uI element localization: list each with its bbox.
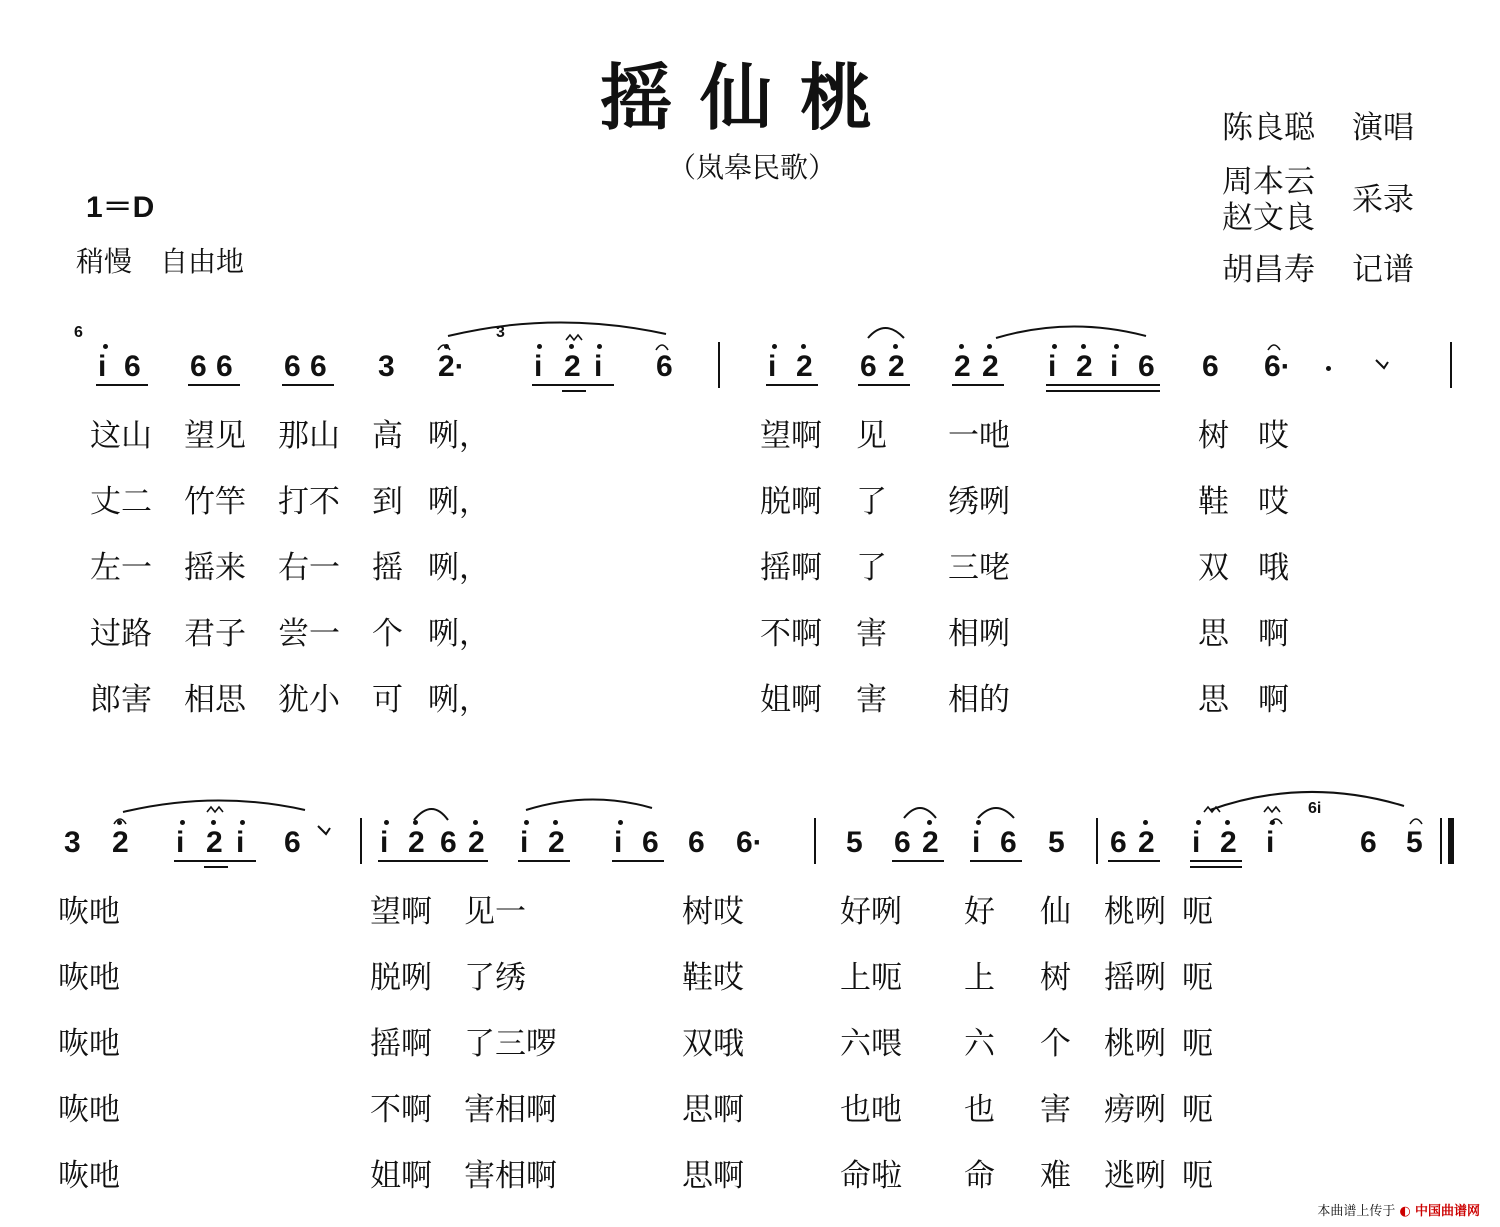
lyric: 摇啊: [370, 1026, 432, 1062]
note: 2: [796, 350, 813, 383]
lyric: 思: [1198, 682, 1229, 718]
lyric: 了绣: [464, 960, 526, 996]
underline: [378, 860, 488, 862]
lyric: 君子: [184, 616, 246, 652]
underline: [952, 384, 1004, 386]
lyric: 啊: [1258, 616, 1289, 652]
barline: [1450, 342, 1452, 388]
note: i: [176, 826, 185, 859]
underline: [892, 860, 944, 862]
lyric: 桃咧: [1104, 894, 1166, 930]
singer-role: 演唱: [1352, 110, 1414, 146]
lyric: 鞋: [1198, 484, 1229, 520]
lyric: 咴吔: [58, 1092, 120, 1128]
note: 6: [440, 826, 457, 859]
lyric: 脱咧: [370, 960, 432, 996]
note: i: [1266, 826, 1275, 859]
lyric: 仙: [1040, 894, 1071, 930]
lyric: 个: [1040, 1026, 1071, 1062]
note: 6·: [1264, 350, 1291, 383]
note: 6·: [736, 826, 763, 859]
lyric: 呃: [1182, 1026, 1213, 1062]
underline: [96, 384, 148, 386]
note: 2: [888, 350, 905, 383]
note: 6: [1110, 826, 1127, 859]
underline: [1190, 860, 1242, 862]
lyric: 摇咧: [1104, 960, 1166, 996]
octave-dot: [444, 344, 449, 349]
lyric: 逃咧: [1104, 1158, 1166, 1194]
note: 6: [190, 350, 207, 383]
note: 6: [1000, 826, 1017, 859]
octave-dot: [772, 344, 777, 349]
octave-dot: [1052, 344, 1057, 349]
note: 2: [468, 826, 485, 859]
site-logo-icon: ◐: [1399, 1204, 1411, 1219]
lyric: 绣咧: [948, 484, 1010, 520]
note: 2: [206, 826, 223, 859]
note: i: [380, 826, 389, 859]
lyric: 六: [964, 1026, 995, 1062]
note: i: [614, 826, 623, 859]
lyric: 咴吔: [58, 1158, 120, 1194]
lyric: 树: [1198, 418, 1229, 454]
lyric: 双哦: [682, 1026, 744, 1062]
octave-dot: [103, 344, 108, 349]
lyric: 害: [856, 682, 887, 718]
note: 6: [124, 350, 141, 383]
note: 6: [1360, 826, 1377, 859]
underline: [188, 384, 240, 386]
lyric: 呃: [1182, 1092, 1213, 1128]
lyric: 命啦: [840, 1158, 902, 1194]
lyric: 姐啊: [760, 682, 822, 718]
underline: [1046, 390, 1160, 392]
note: i: [236, 826, 245, 859]
lyric: 到: [372, 484, 403, 520]
lyric: 咧，: [428, 484, 490, 520]
underline: [1108, 860, 1160, 862]
lyric: 咧，: [428, 682, 490, 718]
grace-note: 6i: [1308, 800, 1322, 817]
octave-dot: [117, 820, 122, 825]
lyric: 呃: [1182, 894, 1213, 930]
final-barline-thin: [1440, 818, 1442, 864]
lyric: 上: [964, 960, 995, 996]
octave-dot: [597, 344, 602, 349]
lyric: 右一: [278, 550, 340, 586]
underline: [174, 860, 256, 862]
note: 2·: [438, 350, 465, 383]
lyric: 哎: [1258, 418, 1289, 454]
note: 2: [548, 826, 565, 859]
octave-dot: [569, 344, 574, 349]
lyric: 思啊: [682, 1158, 744, 1194]
lyric: 也吔: [840, 1092, 902, 1128]
lyric: 六喂: [840, 1026, 902, 1062]
octave-dot: [180, 820, 185, 825]
octave-dot: [537, 344, 542, 349]
octave-dot: [553, 820, 558, 825]
note: 2: [1220, 826, 1237, 859]
grace-note: 6: [74, 324, 83, 341]
note: 2: [1076, 350, 1093, 383]
octave-dot: [1270, 820, 1275, 825]
lyric: 桃咧: [1104, 1026, 1166, 1062]
underline: [532, 384, 614, 386]
lyric: 思啊: [682, 1092, 744, 1128]
lyric: 可: [372, 682, 403, 718]
octave-dot: [927, 820, 932, 825]
lyric: 脱啊: [760, 484, 822, 520]
song-title: 摇仙桃: [599, 56, 900, 140]
lyric: 害相啊: [464, 1158, 557, 1194]
lyric: 不啊: [760, 616, 822, 652]
underline: [282, 384, 334, 386]
lyric: 那山: [278, 418, 340, 454]
underline: [518, 860, 570, 862]
lyric: 命: [964, 1158, 995, 1194]
octave-dot: [1081, 344, 1086, 349]
lyric: 害相啊: [464, 1092, 557, 1128]
lyric: 望见: [184, 418, 246, 454]
note: i: [768, 350, 777, 383]
lyric: 相的: [948, 682, 1010, 718]
octave-dot: [893, 344, 898, 349]
lyric: 高: [372, 418, 403, 454]
lyric: 咴吔: [58, 894, 120, 930]
lyric: 思: [1198, 616, 1229, 652]
song-subtitle: （岚皋民歌）: [668, 151, 837, 184]
grace-note: 3: [496, 324, 505, 341]
barline: [360, 818, 362, 864]
lyric: 尝一: [278, 616, 340, 652]
note: 2: [982, 350, 999, 383]
note: 3: [64, 826, 81, 859]
lyric: 摇: [372, 550, 403, 586]
lyric: 上呃: [840, 960, 902, 996]
note: 2: [954, 350, 971, 383]
barline: [814, 818, 816, 864]
lyric: 望啊: [370, 894, 432, 930]
lyric: 呃: [1182, 960, 1213, 996]
singer-name: 陈良聪: [1222, 110, 1315, 146]
octave-dot: [211, 820, 216, 825]
note: 2: [408, 826, 425, 859]
lyric: 咴吔: [58, 960, 120, 996]
lyric: 呃: [1182, 1158, 1213, 1194]
note: 5: [1406, 826, 1423, 859]
barline: [1096, 818, 1098, 864]
lyric: 好: [964, 894, 995, 930]
note: i: [520, 826, 529, 859]
octave-dot: [473, 820, 478, 825]
note: i: [1110, 350, 1119, 383]
lyric: 啊: [1258, 682, 1289, 718]
lyric: 痨咧: [1104, 1092, 1166, 1128]
lyric: 相咧: [948, 616, 1010, 652]
underline: [970, 860, 1022, 862]
lyric: 个: [372, 616, 403, 652]
lyric: 害: [1040, 1092, 1071, 1128]
lyric: 好咧: [840, 894, 902, 930]
note: 2: [922, 826, 939, 859]
note: 2: [112, 826, 129, 859]
note: 6: [310, 350, 327, 383]
octave-dot: [976, 820, 981, 825]
underline: [766, 384, 818, 386]
lyric: 三咾: [948, 550, 1010, 586]
octave-dot: [384, 820, 389, 825]
underline: [612, 860, 664, 862]
note: 6: [216, 350, 233, 383]
lyric: 望啊: [760, 418, 822, 454]
note: 6: [656, 350, 673, 383]
score-line-2: [0, 796, 1500, 886]
lyric: 左一: [90, 550, 152, 586]
score-line-1: [0, 320, 1500, 410]
octave-dot: [413, 820, 418, 825]
underline: [562, 390, 586, 392]
note: 6: [1202, 350, 1219, 383]
lyric: 一吔: [948, 418, 1010, 454]
underline: [1190, 866, 1242, 868]
lyric: 树: [1040, 960, 1071, 996]
note: i: [972, 826, 981, 859]
transcriber-name: 胡昌寿: [1222, 252, 1315, 288]
lyric: 姐啊: [370, 1158, 432, 1194]
lyric: 了: [856, 550, 887, 586]
lyric: 害: [856, 616, 887, 652]
lyric: 摇啊: [760, 550, 822, 586]
note: 2: [564, 350, 581, 383]
note: i: [98, 350, 107, 383]
tempo-marking: 稍慢 自由地: [76, 245, 245, 278]
note: 6: [1138, 350, 1155, 383]
lyric: 咧，: [428, 418, 490, 454]
octave-dot: [240, 820, 245, 825]
note: i: [1192, 826, 1201, 859]
lyric: 见: [856, 418, 887, 454]
note: 2: [1138, 826, 1155, 859]
lyric: 竹竿: [184, 484, 246, 520]
note: 6: [284, 350, 301, 383]
octave-dot: [618, 820, 623, 825]
octave-dot: [1114, 344, 1119, 349]
note: 6: [860, 350, 877, 383]
note: i: [1048, 350, 1057, 383]
underline: [1046, 384, 1160, 386]
lyric: 丈二: [90, 484, 152, 520]
lyric: 树哎: [682, 894, 744, 930]
note: 3: [378, 350, 395, 383]
lyric: 鞋哎: [682, 960, 744, 996]
lyric: 哎: [1258, 484, 1289, 520]
lyric: 难: [1040, 1158, 1071, 1194]
note: 6: [894, 826, 911, 859]
octave-dot: [801, 344, 806, 349]
footer-text: 本曲谱上传于: [1317, 1204, 1396, 1219]
lyric: 这山: [90, 418, 152, 454]
transcriber-role: 记谱: [1352, 252, 1414, 288]
lyric: 郎害: [90, 682, 152, 718]
upload-footer: [1317, 1200, 1480, 1219]
lyric: 了: [856, 484, 887, 520]
underline: [204, 866, 228, 868]
lyric: 咧，: [428, 616, 490, 652]
recorder-role: 采录: [1352, 182, 1414, 218]
lyric: 犹小: [278, 682, 340, 718]
octave-dot: [959, 344, 964, 349]
lyric: 相思: [184, 682, 246, 718]
lyric: 双: [1198, 550, 1229, 586]
note: 6: [688, 826, 705, 859]
note: 6: [642, 826, 659, 859]
octave-dot: [1143, 820, 1148, 825]
footer-brand[interactable]: 中国曲谱网: [1414, 1204, 1480, 1219]
key-signature: 1＝D: [86, 191, 155, 224]
lyric: 不啊: [370, 1092, 432, 1128]
recorder-name-2: 赵文良: [1222, 200, 1315, 236]
note: i: [594, 350, 603, 383]
lyric: 了三啰: [464, 1026, 557, 1062]
lyric: 哦: [1258, 550, 1289, 586]
final-barline-thick: [1448, 818, 1454, 864]
duration-dot: [1326, 366, 1331, 371]
note: 5: [846, 826, 863, 859]
octave-dot: [1225, 820, 1230, 825]
lyric: 咧，: [428, 550, 490, 586]
recorder-name-1: 周本云: [1222, 164, 1315, 200]
underline: [858, 384, 910, 386]
note: 5: [1048, 826, 1065, 859]
lyric: 见一: [464, 894, 526, 930]
octave-dot: [1196, 820, 1201, 825]
octave-dot: [987, 344, 992, 349]
lyric: 打不: [278, 484, 340, 520]
lyric: 也: [964, 1092, 995, 1128]
lyric: 咴吔: [58, 1026, 120, 1062]
octave-dot: [524, 820, 529, 825]
barline: [718, 342, 720, 388]
note: i: [534, 350, 543, 383]
lyric: 过路: [90, 616, 152, 652]
lyric: 摇来: [184, 550, 246, 586]
note: 6: [284, 826, 301, 859]
